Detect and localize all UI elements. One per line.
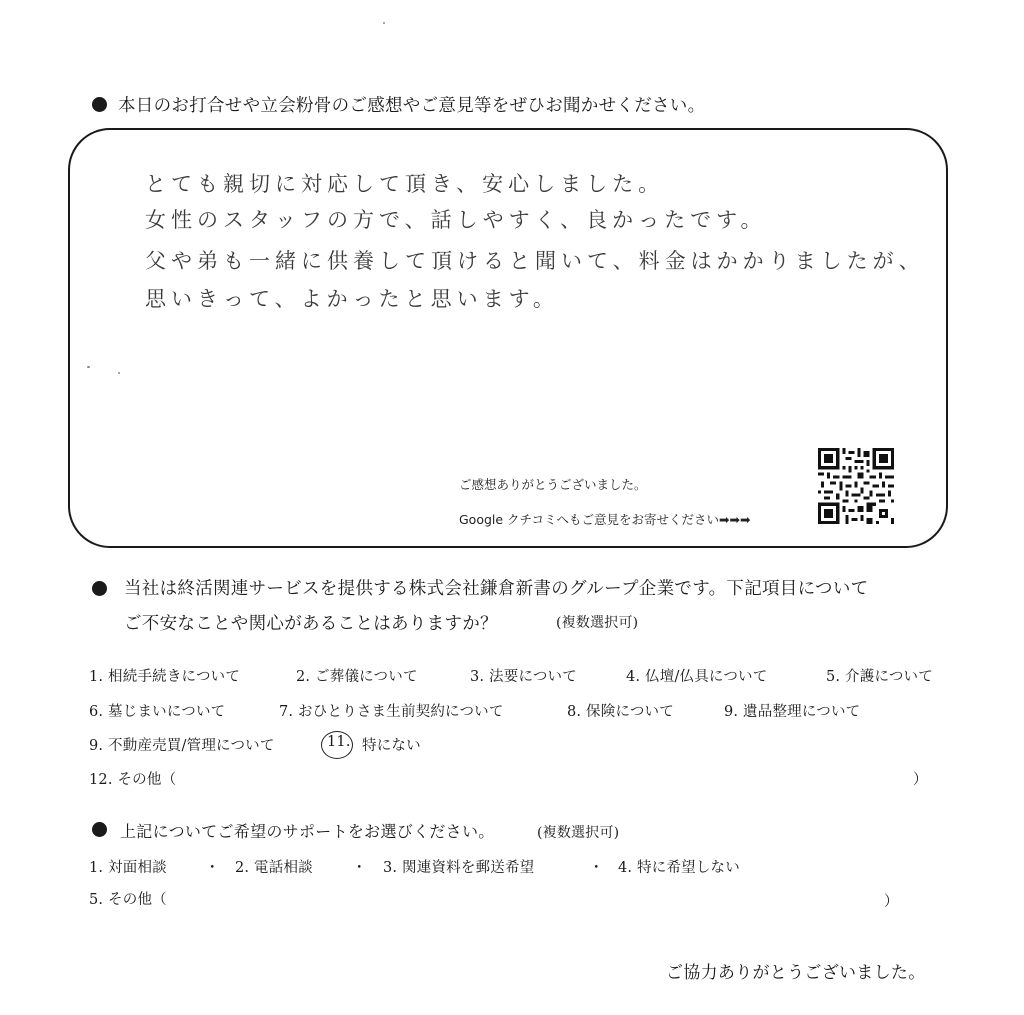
bullet-icon	[92, 822, 107, 837]
q2-option-9-real-estate[interactable]: 9. 不動産売買/管理について	[89, 738, 275, 754]
q3-other-close: ）	[884, 894, 899, 910]
q2-other-close: ）	[913, 772, 928, 788]
bullet-icon	[92, 581, 107, 596]
separator-dot: ・	[589, 860, 604, 876]
q3-option-1[interactable]: 1. 対面相談	[89, 860, 167, 876]
q3-option-5-other[interactable]: 5. その他（	[89, 892, 167, 908]
question-3-text: 上記についてご希望のサポートをお選びください。	[120, 822, 495, 841]
handwritten-line-3: 父や弟も一緒に供養して頂けると聞いて、料金はかかりましたが、	[145, 249, 925, 273]
google-review-prompt[interactable]: Google クチコミへもご意見をお寄せください➡➡➡	[459, 512, 751, 527]
q3-option-4[interactable]: 4. 特に希望しない	[618, 860, 740, 876]
q2-option-9-estate[interactable]: 9. 遺品整理について	[724, 704, 861, 720]
multi-select-note: (複数選択可)	[556, 615, 639, 631]
q2-option-8[interactable]: 8. 保険について	[567, 704, 674, 720]
scan-speck	[383, 22, 385, 24]
handwritten-line-2: 女性のスタッフの方で、話しやすく、良かったです。	[145, 208, 767, 232]
q2-option-1[interactable]: 1. 相続手続きについて	[89, 669, 241, 685]
footer-thanks: ご協力ありがとうございました。	[666, 963, 926, 983]
q3-option-3[interactable]: 3. 関連資料を郵送希望	[383, 860, 535, 876]
comment-thanks: ご感想ありがとうございました。	[459, 477, 647, 492]
multi-select-note: (複数選択可)	[537, 825, 620, 841]
q2-option-11-number[interactable]: 11.	[327, 734, 351, 750]
bullet-icon	[92, 97, 107, 112]
qr-code-icon[interactable]	[818, 448, 894, 524]
handwritten-line-4: 思いきって、よかったと思います。	[145, 287, 559, 311]
handwritten-line-1: とても親切に対応して頂き、安心しました。	[145, 172, 665, 196]
q2-option-11-label[interactable]: 特にない	[362, 738, 421, 754]
q2-option-2[interactable]: 2. ご葬儀について	[296, 669, 418, 685]
q3-option-2[interactable]: 2. 電話相談	[235, 860, 313, 876]
question-2-line-2: ご不安なことや関心があることはありますか？	[124, 614, 498, 634]
q2-option-4[interactable]: 4. 仏壇/仏具について	[626, 669, 768, 685]
q2-option-5[interactable]: 5. 介護について	[826, 669, 933, 685]
q2-option-7[interactable]: 7. おひとりさま生前契約について	[279, 704, 504, 720]
question-1-text: 本日のお打合せや立会粉骨のご感想やご意見等をぜひお聞かせください。	[118, 96, 706, 116]
question-2-line-1: 当社は終活関連サービスを提供する株式会社鎌倉新書のグループ企業です。下記項目について	[124, 579, 869, 599]
separator-dot: ・	[352, 860, 367, 876]
q2-option-12-other[interactable]: 12. その他（	[89, 772, 177, 788]
q2-option-6[interactable]: 6. 墓じまいについて	[89, 704, 226, 720]
separator-dot: ・	[205, 860, 220, 876]
q2-option-3[interactable]: 3. 法要について	[470, 669, 577, 685]
